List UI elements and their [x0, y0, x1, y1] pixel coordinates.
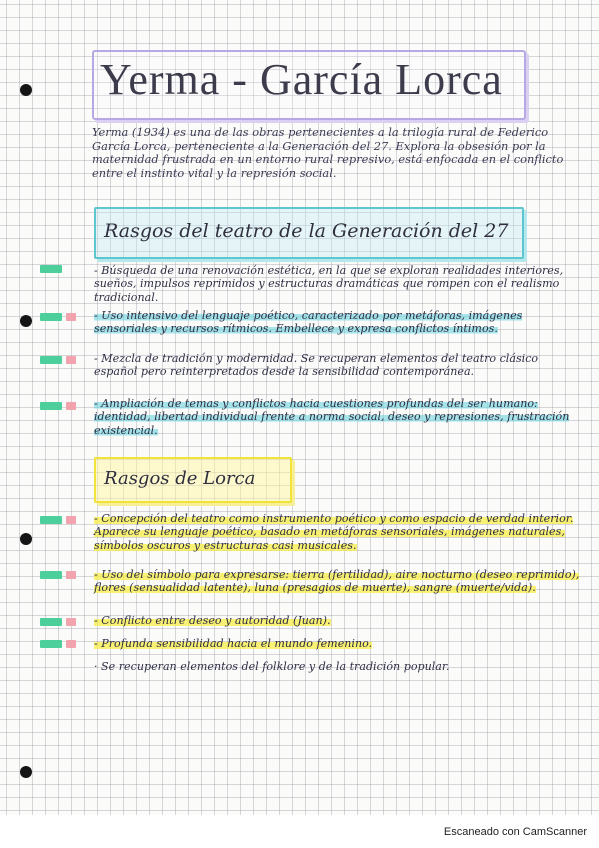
margin-marker-pink: [66, 618, 76, 626]
list-item: - Conflicto entre deseo y autoridad (Juan).: [94, 614, 331, 627]
section1-heading: Rasgos del teatro de la Generación del 27: [104, 220, 509, 242]
page-title: Yerma - García Lorca: [100, 55, 503, 104]
binder-hole: [20, 766, 32, 778]
list-item: - Mezcla de tradición y modernidad. Se recuperan elementos del teatro clásico español pero reinterpretados desde la sensibilidad contemporánea.: [94, 352, 539, 379]
margin-marker-pink: [66, 516, 76, 524]
list-item: - Búsqueda de una renovación estética, en la que se exploran realidades interiores, sueños, impulsos reprimidos y estructuras dramáticas que rompen con el realismo tradicional.: [94, 264, 564, 304]
margin-marker-green: [40, 571, 62, 579]
list-item: · Se recuperan elementos del folklore y de la tradición popular.: [94, 660, 450, 673]
margin-marker-green: [40, 265, 62, 273]
list-item: - Uso del símbolo para expresarse: tierra (fertilidad), aire nocturno (deseo reprimido), flores (sensualidad latente), luna (presagios de muerte), sangre (muerte/vida).: [94, 568, 580, 595]
list-item: - Ampliación de temas y conflictos hacia cuestiones profundas del ser humano: identidad, libertad individual frente a norma social, deseo y represiones, frustración existencial.: [94, 397, 570, 437]
margin-marker-pink: [66, 402, 76, 410]
binder-hole: [20, 533, 32, 545]
margin-marker-green: [40, 356, 62, 364]
list-item: - Uso intensivo del lenguaje poético, caracterizado por metáforas, imágenes sensoriales y recursos rítmicos. Embellece y expresa conflictos íntimos.: [94, 309, 523, 336]
scanner-watermark: Escaneado con CamScanner: [443, 826, 587, 838]
intro-paragraph: Yerma (1934) es una de las obras pertenecientes a la trilogía rural de Federico García Lorca, perteneciente a la Generación del 27. Explora la obsesión por la maternidad frustrada en un entorno rural represivo, está enfocada en el conflicto entre el instinto vital y la represión social.: [92, 125, 564, 180]
binder-hole: [20, 84, 32, 96]
section2-heading: Rasgos de Lorca: [104, 468, 256, 489]
list-item: - Profunda sensibilidad hacia el mundo femenino.: [94, 637, 373, 650]
margin-marker-pink: [66, 571, 76, 579]
list-item: - Concepción del teatro como instrumento poético y como espacio de verdad interior. Aparece su lenguaje poético, basado en metáforas sensoriales, imágenes naturales, símbolos oscuros y estructuras casi musicales.: [94, 512, 574, 552]
margin-marker-green: [40, 313, 62, 321]
binder-hole: [20, 315, 32, 327]
margin-marker-green: [40, 640, 62, 648]
margin-marker-pink: [66, 640, 76, 648]
margin-marker-green: [40, 516, 62, 524]
margin-marker-pink: [66, 313, 76, 321]
margin-marker-green: [40, 402, 62, 410]
margin-marker-pink: [66, 356, 76, 364]
margin-marker-green: [40, 618, 62, 626]
